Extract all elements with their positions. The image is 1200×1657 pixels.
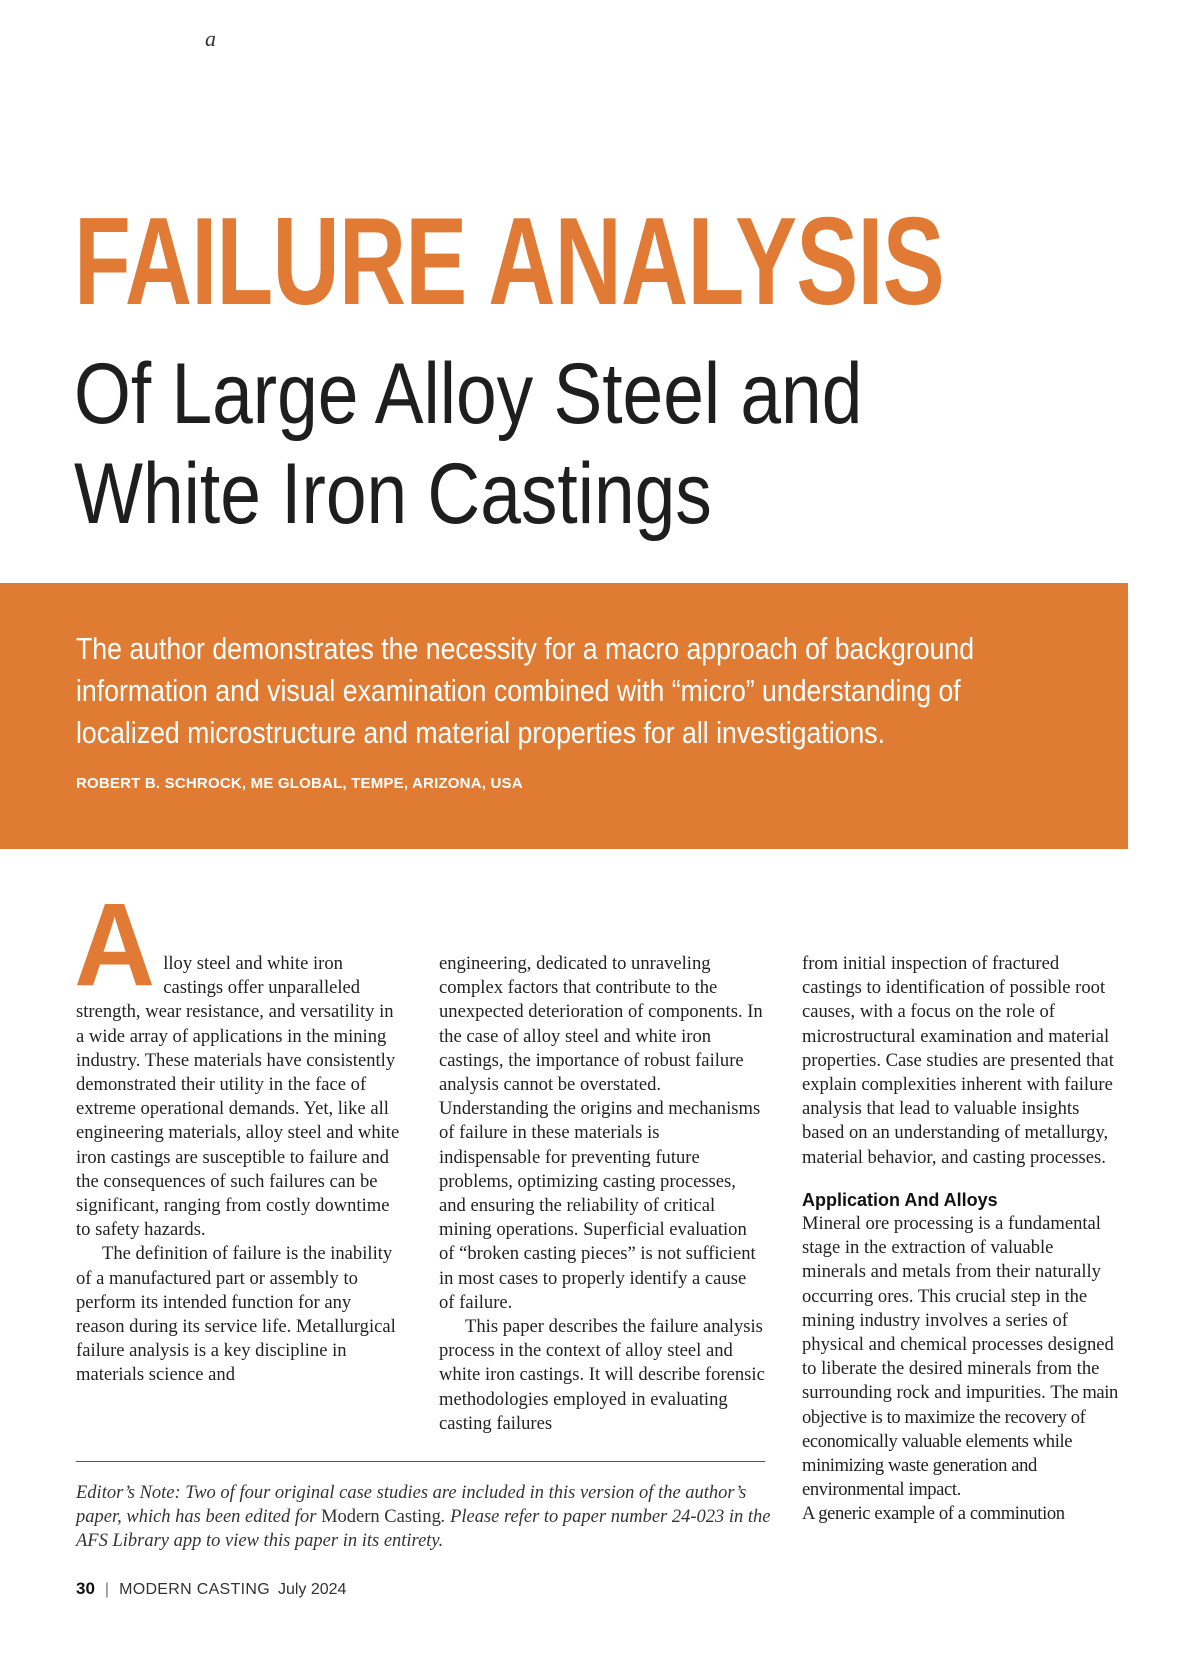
divider <box>76 1461 765 1462</box>
drop-cap: A <box>74 879 156 1011</box>
paragraph <box>74 879 402 1242</box>
paragraph: This paper describes the failure analysis process in the context of alloy steel and white iron castings. It will describe forensic methodologies employed in evaluating casting failures <box>439 1316 765 1434</box>
editors-note-text: Editor’s Note: Two of four original case studies are included in this version of the author’s paper, which has been edited for <box>76 1483 747 1527</box>
paragraph: engineering, dedicated to unraveling complex factors that contribute to the unexpected deterioration of components. In the case of alloy steel and white iron castings, the importance of robust failure analysis cannot be overstated. Understanding the origins and mechanisms of failure in these materials is indispensable for preventing future problems, optimizing casting processes, and ensuring the reliability of critical mining operations. Superficial evaluation of “broken casting pieces” is not sufficient in most cases to properly identify a cause of failure. <box>439 953 763 1313</box>
subhead <box>74 344 924 544</box>
paragraph: A generic example of a comminution <box>802 1503 1065 1525</box>
article-column-1 <box>74 879 402 1388</box>
editors-note-text: . Please refer to paper number 24-023 in the AFS Library app to view this paper in its entirety. <box>76 1507 771 1551</box>
paragraph-text: Mineral ore processing is a fundamental stage in the extraction of valuable minerals and metals from their naturally occurring ores. This crucial step in the mining industry involves a series of physical and chemical processes designed to liberate the desired minerals from the surrounding rock and impurities. <box>802 1213 1114 1404</box>
subhead-line-1: Of Large Alloy Steel and <box>74 346 863 442</box>
page-number: 30 <box>76 1579 95 1598</box>
editors-note <box>76 1481 776 1553</box>
paragraph: The definition of failure is the inability of a manufactured part or assembly to perform its intended function for any reason during its service life. Metallurgical failure analysis is a key discipline in materials science and <box>76 1243 396 1386</box>
author-byline: ROBERT B. SCHROCK, ME GLOBAL, TEMPE, ARIZONA, USA <box>76 775 523 792</box>
page-footer <box>76 1579 346 1599</box>
article-deck: The author demonstrates the necessity for a macro approach of background information and visual examination combined with “micro” understanding of localized microstructure and material properties for all investigations. <box>76 631 975 750</box>
paragraph-text: lloy steel and white iron castings offer unparalleled strength, wear resistance, and versatility in a wide array of applications in the mining industry. These materials have consistently demonstrated their utility in the face of extreme operational demands. Yet, like all engineering materials, alloy steel and white iron castings are susceptible to failure and the consequences of such failures can be significant, ranging from costly downtime to safety hazards. <box>76 953 400 1241</box>
magazine-name: MODERN CASTING <box>119 1581 270 1598</box>
paragraph: from initial inspection of fractured castings to identification of possible root causes, with a focus on the role of microstructural examination and material properties. Case studies are presented that explain complexities inherent with failure analysis that lead to valuable insights based on an understanding of metallurgy, material behavior, and casting processes. <box>802 953 1114 1168</box>
headline: FAILURE ANALYSIS <box>74 193 944 331</box>
corner-mark: a <box>205 26 216 51</box>
subhead-line-2: White Iron Castings <box>74 446 712 542</box>
paragraph-text: The main objective is to maximize the recovery of economically valuable elements while minimizing waste generation and environmental impact. <box>802 1382 1118 1501</box>
publication-name: Modern Casting <box>321 1507 441 1527</box>
footer-separator: | <box>104 1581 110 1598</box>
article-column-3 <box>802 952 1122 1527</box>
paragraph <box>802 1212 1122 1502</box>
issue-date: July 2024 <box>277 1581 347 1598</box>
article-column-2 <box>439 952 765 1436</box>
section-heading: Application And Alloys <box>802 1189 998 1210</box>
